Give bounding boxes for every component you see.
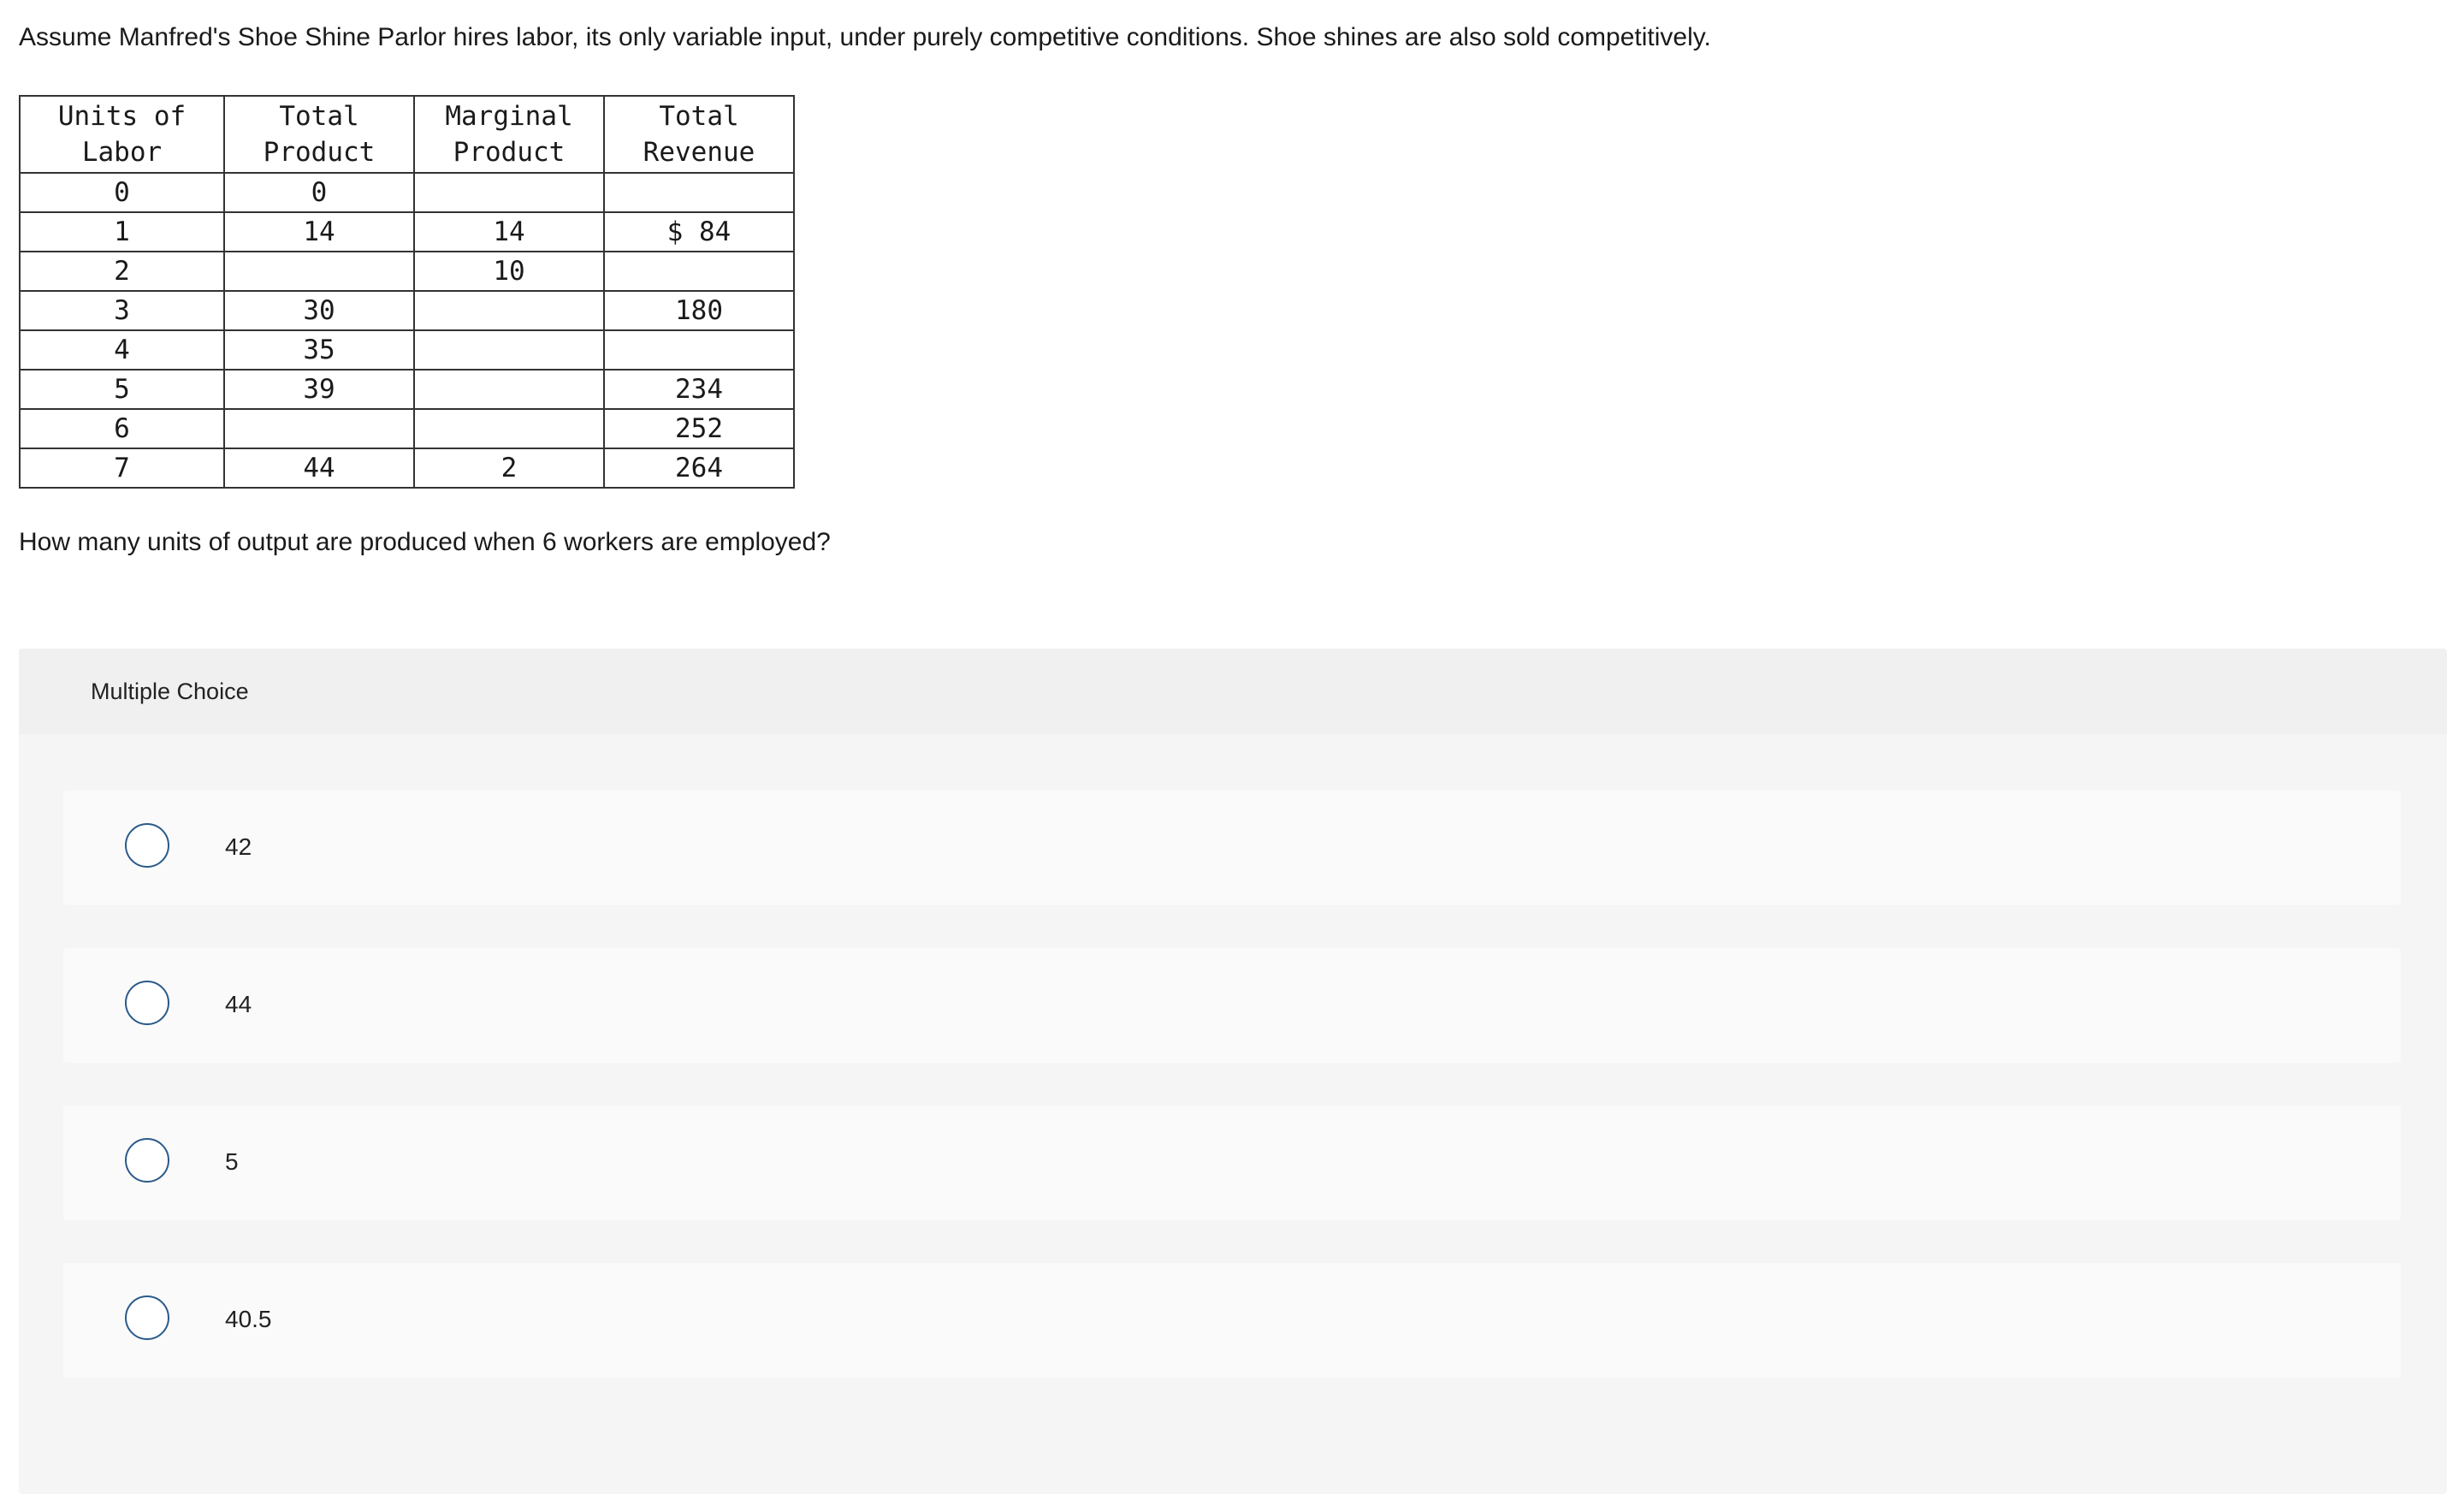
table-cell-total-revenue: 234 bbox=[604, 370, 794, 409]
table-cell-labor: 2 bbox=[20, 252, 224, 291]
table-cell-total-revenue: 252 bbox=[604, 409, 794, 448]
table-cell-total-revenue bbox=[604, 252, 794, 291]
table-cell-marginal-product bbox=[414, 291, 604, 330]
table-cell-labor: 4 bbox=[20, 330, 224, 370]
table-header-row bbox=[20, 96, 794, 173]
choice-option-label: 40.5 bbox=[225, 1306, 272, 1332]
table-row bbox=[20, 291, 794, 330]
table-row bbox=[20, 330, 794, 370]
choice-option-3[interactable] bbox=[63, 1106, 2401, 1220]
header-line: Units of bbox=[57, 101, 187, 132]
question-prompt: How many units of output are produced when 6 workers are employed? bbox=[19, 528, 831, 556]
table-cell-total-revenue bbox=[604, 330, 794, 370]
table-cell-labor: 0 bbox=[20, 173, 224, 212]
table-cell-total-product: 14 bbox=[224, 212, 414, 252]
table-cell-labor: 6 bbox=[20, 409, 224, 448]
choice-option-label: 5 bbox=[225, 1148, 239, 1175]
radio-button-icon[interactable] bbox=[125, 823, 169, 868]
header-marginal-product bbox=[414, 96, 604, 173]
header-line: Total bbox=[659, 101, 739, 132]
radio-button-icon[interactable] bbox=[125, 1295, 169, 1340]
table-cell-total-revenue: $ 84 bbox=[604, 212, 794, 252]
table-row bbox=[20, 370, 794, 409]
table-cell-marginal-product bbox=[414, 409, 604, 448]
table-cell-total-revenue: 180 bbox=[604, 291, 794, 330]
table-cell-labor: 7 bbox=[20, 448, 224, 488]
table-cell-total-product: 44 bbox=[224, 448, 414, 488]
table-cell-labor: 3 bbox=[20, 291, 224, 330]
header-total-product bbox=[224, 96, 414, 173]
table-cell-total-product: 30 bbox=[224, 291, 414, 330]
table-cell-marginal-product bbox=[414, 370, 604, 409]
table-cell-labor: 1 bbox=[20, 212, 224, 252]
header-line: Marginal bbox=[445, 101, 573, 132]
table-cell-total-product: 0 bbox=[224, 173, 414, 212]
table-cell-marginal-product: 14 bbox=[414, 212, 604, 252]
table-cell-total-product: 35 bbox=[224, 330, 414, 370]
table-cell-total-revenue bbox=[604, 173, 794, 212]
multiple-choice-panel bbox=[19, 649, 2447, 1494]
choice-option-label: 42 bbox=[225, 833, 252, 860]
table-row bbox=[20, 173, 794, 212]
header-line: Product bbox=[263, 137, 376, 168]
multiple-choice-label: Multiple Choice bbox=[91, 679, 249, 704]
radio-button-icon[interactable] bbox=[125, 981, 169, 1025]
table-cell-marginal-product bbox=[414, 330, 604, 370]
table-cell-total-revenue: 264 bbox=[604, 448, 794, 488]
header-line: Labor bbox=[81, 137, 163, 168]
header-line: Total bbox=[279, 101, 359, 132]
choice-option-1[interactable] bbox=[63, 791, 2401, 905]
table-cell-marginal-product: 2 bbox=[414, 448, 604, 488]
question-intro-text: Assume Manfred's Shoe Shine Parlor hires labor, its only variable input, under purely competitive conditions. Shoe shines are also sold competitively. bbox=[19, 23, 1711, 51]
table-cell-total-product: 39 bbox=[224, 370, 414, 409]
radio-button-icon[interactable] bbox=[125, 1138, 169, 1183]
table-row bbox=[20, 448, 794, 488]
choice-option-2[interactable] bbox=[63, 948, 2401, 1063]
table-row bbox=[20, 212, 794, 252]
labor-product-table bbox=[19, 95, 795, 489]
table-row bbox=[20, 409, 794, 448]
choice-option-4[interactable] bbox=[63, 1263, 2401, 1378]
table-cell-total-product bbox=[224, 252, 414, 291]
table-cell-total-product bbox=[224, 409, 414, 448]
table-cell-labor: 5 bbox=[20, 370, 224, 409]
header-units-of-labor bbox=[20, 96, 224, 173]
multiple-choice-header bbox=[19, 649, 2447, 734]
table-row bbox=[20, 252, 794, 291]
header-total-revenue bbox=[604, 96, 794, 173]
table-cell-marginal-product bbox=[414, 173, 604, 212]
choice-option-label: 44 bbox=[225, 991, 252, 1017]
header-line: Product bbox=[453, 137, 566, 168]
table-cell-marginal-product: 10 bbox=[414, 252, 604, 291]
header-line: Revenue bbox=[643, 137, 755, 168]
